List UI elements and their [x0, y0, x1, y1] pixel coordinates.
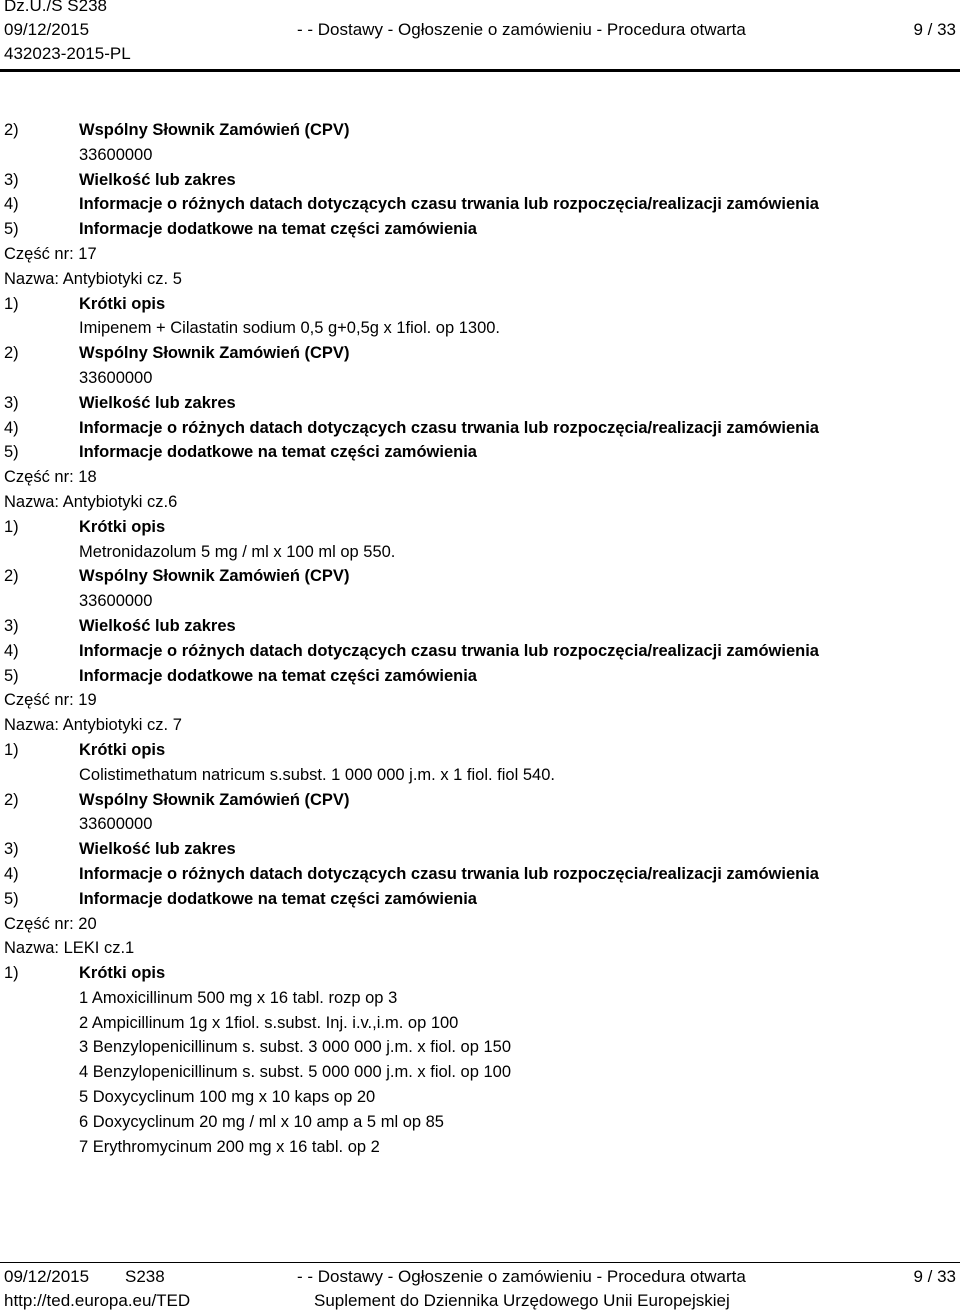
section-value [0, 366, 960, 391]
section-number: 3) [4, 616, 19, 635]
section-value [0, 143, 960, 168]
section-value [0, 1011, 960, 1036]
section-value [0, 316, 960, 341]
part-info-text: Część nr: 19 [4, 691, 97, 710]
part-info-text: Nazwa: Antybiotyki cz. 7 [4, 716, 182, 735]
section-number: 3) [4, 393, 19, 412]
footer-date: 09/12/2015 [4, 1267, 90, 1286]
section-value-text: Colistimethatum natricum s.subst. 1 000 000 j.m. x 1 fiol. fiol 540. [79, 765, 555, 784]
section-heading [0, 614, 960, 639]
part-info [0, 912, 960, 937]
section-heading [0, 118, 960, 143]
footer-page-number: 9 / 33 [913, 1267, 956, 1286]
section-heading [0, 192, 960, 217]
section-number: 1) [4, 964, 19, 983]
part-info-text: Część nr: 20 [4, 914, 97, 933]
section-value [0, 1035, 960, 1060]
section-heading [0, 887, 960, 912]
part-info [0, 465, 960, 490]
section-value-text: 33600000 [79, 592, 153, 611]
section-value-text: 33600000 [79, 368, 153, 387]
section-heading [0, 564, 960, 589]
section-number: 5) [4, 666, 19, 685]
section-label: Wspólny Słownik Zamówień (CPV) [79, 567, 350, 586]
section-label: Informacje dodatkowe na temat części zamówienia [79, 443, 477, 462]
footer-supplement: Suplement do Dziennika Urzędowego Unii Europejskiej [314, 1291, 730, 1310]
section-value-text: 6 Doxycyclinum 20 mg / ml x 10 amp a 5 ml op 85 [79, 1112, 444, 1131]
section-heading [0, 788, 960, 813]
section-value [0, 540, 960, 565]
section-value-text: 33600000 [79, 145, 153, 164]
section-number: 2) [4, 121, 19, 139]
section-heading [0, 168, 960, 193]
section-number: 3) [4, 840, 19, 859]
page-number: 9 / 33 [913, 20, 956, 39]
section-value-text: 2 Ampicillinum 1g x 1fiol. s.subst. Inj. i.v.,i.m. op 100 [79, 1013, 459, 1032]
section-label: Wielkość lub zakres [79, 170, 236, 189]
section-value-text: 5 Doxycyclinum 100 mg x 10 kaps op 20 [79, 1088, 376, 1107]
section-label: Informacje dodatkowe na temat części zamówienia [79, 666, 477, 685]
section-heading [0, 416, 960, 441]
section-number: 3) [4, 170, 19, 189]
section-value-text: Imipenem + Cilastatin sodium 0,5 g+0,5g x 1fiol. op 1300. [79, 319, 500, 338]
section-label: Wielkość lub zakres [79, 393, 236, 412]
section-value [0, 589, 960, 614]
section-label: Informacje o różnych datach dotyczących czasu trwania lub rozpoczęcia/realizacji zamówienia [79, 864, 819, 883]
section-number: 2) [4, 567, 19, 586]
section-value [0, 1060, 960, 1085]
section-heading [0, 217, 960, 242]
section-value-text: 4 Benzylopenicillinum s. subst. 5 000 000 j.m. x fiol. op 100 [79, 1063, 511, 1082]
page-header [0, 0, 960, 72]
header-title: - - Dostawy - Ogłoszenie o zamówieniu - Procedura otwarta [297, 20, 746, 39]
section-number: 4) [4, 641, 19, 660]
page-footer [0, 1262, 960, 1311]
document-body [0, 118, 960, 1159]
section-number: 4) [4, 195, 19, 214]
part-info-text: Nazwa: LEKI cz.1 [4, 939, 135, 958]
part-info [0, 490, 960, 515]
section-value [0, 1135, 960, 1160]
section-number: 5) [4, 443, 19, 462]
part-info [0, 242, 960, 267]
section-label: Wielkość lub zakres [79, 616, 236, 635]
section-heading [0, 664, 960, 689]
section-number: 4) [4, 418, 19, 437]
section-value-text: 7 Erythromycinum 200 mg x 16 tabl. op 2 [79, 1137, 380, 1156]
section-label: Krótki opis [79, 294, 166, 313]
section-heading [0, 961, 960, 986]
section-value [0, 1110, 960, 1135]
section-label: Informacje o różnych datach dotyczących czasu trwania lub rozpoczęcia/realizacji zamówienia [79, 418, 819, 437]
section-label: Informacje o różnych datach dotyczących czasu trwania lub rozpoczęcia/realizacji zamówienia [79, 195, 819, 214]
section-label: Wspólny Słownik Zamówień (CPV) [79, 790, 350, 809]
section-label: Krótki opis [79, 517, 166, 536]
section-number: 5) [4, 220, 19, 239]
section-heading [0, 292, 960, 317]
journal-ref: Dz.U./S S238 [4, 0, 107, 15]
section-number: 1) [4, 517, 19, 536]
part-info-text: Nazwa: Antybiotyki cz. 5 [4, 269, 182, 288]
section-label: Krótki opis [79, 740, 166, 759]
section-number: 2) [4, 344, 19, 363]
section-number: 4) [4, 864, 19, 883]
header-date: 09/12/2015 [4, 20, 90, 39]
section-value [0, 812, 960, 837]
section-value-text: 3 Benzylopenicillinum s. subst. 3 000 000 j.m. x fiol. op 150 [79, 1038, 511, 1057]
section-heading [0, 837, 960, 862]
part-info-text: Część nr: 17 [4, 244, 97, 263]
section-number: 1) [4, 740, 19, 759]
section-label: Wielkość lub zakres [79, 840, 236, 859]
section-heading [0, 639, 960, 664]
section-heading [0, 341, 960, 366]
section-label: Wspólny Słownik Zamówień (CPV) [79, 121, 350, 139]
part-info [0, 267, 960, 292]
section-value-text: 33600000 [79, 815, 153, 834]
section-label: Wspólny Słownik Zamówień (CPV) [79, 344, 350, 363]
part-info-text: Część nr: 18 [4, 468, 97, 487]
section-number: 1) [4, 294, 19, 313]
part-info [0, 936, 960, 961]
footer-journal: S238 [125, 1267, 165, 1286]
section-heading [0, 440, 960, 465]
section-label: Informacje dodatkowe na temat części zamówienia [79, 220, 477, 239]
footer-title: - - Dostawy - Ogłoszenie o zamówieniu - Procedura otwarta [297, 1267, 746, 1286]
section-value [0, 763, 960, 788]
section-value-text: 1 Amoxicillinum 500 mg x 16 tabl. rozp op 3 [79, 988, 398, 1007]
section-number: 5) [4, 889, 19, 908]
section-value [0, 986, 960, 1011]
section-label: Informacje o różnych datach dotyczących czasu trwania lub rozpoczęcia/realizacji zamówienia [79, 641, 819, 660]
part-info-text: Nazwa: Antybiotyki cz.6 [4, 492, 178, 511]
section-value [0, 1085, 960, 1110]
document-id: 432023-2015-PL [4, 44, 131, 63]
section-label: Informacje dodatkowe na temat części zamówienia [79, 889, 477, 908]
section-heading [0, 862, 960, 887]
section-label: Krótki opis [79, 964, 166, 983]
section-number: 2) [4, 790, 19, 809]
section-heading [0, 515, 960, 540]
footer-url: http://ted.europa.eu/TED [4, 1291, 191, 1310]
section-value-text: Metronidazolum 5 mg / ml x 100 ml op 550. [79, 542, 396, 561]
section-heading [0, 738, 960, 763]
part-info [0, 688, 960, 713]
section-heading [0, 391, 960, 416]
part-info [0, 713, 960, 738]
